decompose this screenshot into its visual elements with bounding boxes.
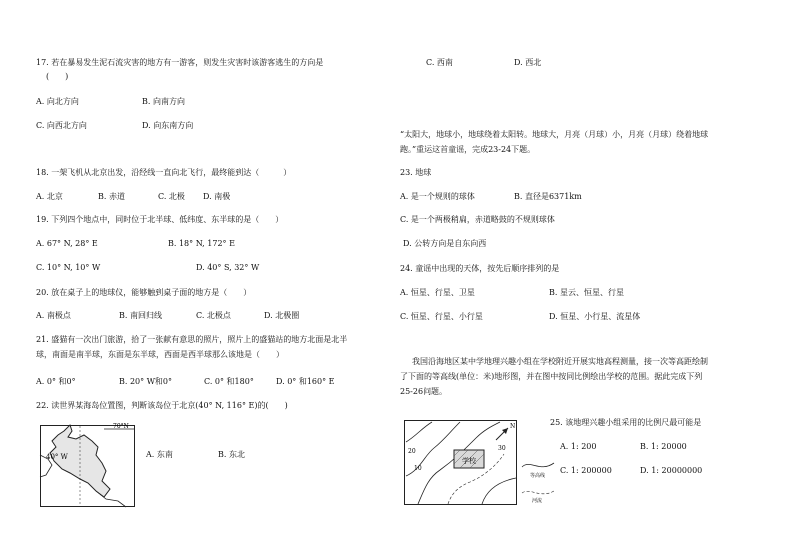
- passage-line2: 跑。”重运这首童谣，完成23-24下题。: [400, 145, 536, 154]
- q23-option-c: C. 是一个两极稍扁，赤道略鼓的不规则球体: [400, 215, 555, 224]
- q25-option-b: B. 1: 20000: [640, 442, 687, 451]
- north-label: N: [510, 423, 516, 430]
- q18-stem: 18. 一架飞机从北京出发，沿经线一直向北飞行，最终能到达（ ）: [36, 168, 292, 177]
- q17-option-c: C. 向西北方向: [36, 121, 87, 130]
- legend-river-label: 河流: [532, 498, 543, 504]
- q19-stem: 19. 下列四个地点中，同时位于北半球、低纬度、东半球的是（ ）: [36, 215, 284, 224]
- legend-river-symbol: [522, 491, 554, 494]
- q18-option-d: D. 南极: [203, 192, 231, 201]
- q17-option-c-right: C. 西南: [426, 58, 453, 67]
- passage-line1: “太阳大，地球小，地球绕着太阳转。地球大，月亮（月球）小，月亮（月球）绕着地球: [400, 130, 709, 139]
- q17-option-a: A. 向北方向: [36, 97, 79, 106]
- school-label: 学校: [462, 457, 476, 465]
- contour-map-legend: [520, 455, 560, 503]
- q25-option-a: A. 1: 200: [560, 442, 597, 451]
- q17-option-b: B. 向南方向: [142, 97, 185, 106]
- q20-option-b: B. 南回归线: [119, 311, 162, 320]
- q23-option-d: D. 公转方向是自东向西: [403, 239, 487, 248]
- q25-option-c: C. 1: 200000: [560, 466, 612, 475]
- contour-label-10: 10: [414, 465, 422, 472]
- q21-option-d: D. 0° 和160° E: [276, 377, 335, 386]
- q22-option-a: A. 东南: [146, 450, 173, 459]
- q23-option-a: A. 是一个规则的球体: [400, 192, 475, 201]
- q21-option-b: B. 20° W和0°: [119, 377, 172, 386]
- q22-option-b: B. 东北: [218, 450, 245, 459]
- q24-option-d: D. 恒星、小行星、流星体: [549, 312, 641, 321]
- q19-option-b: B. 18° N, 172° E: [168, 239, 235, 248]
- q25-stem: 25. 该地理兴趣小组采用的比例尺最可能是: [550, 418, 702, 427]
- q23-option-b: B. 直径是6371km: [514, 192, 582, 201]
- material-line3: 25-26问题。: [400, 387, 448, 396]
- q19-option-c: C. 10° N, 10° W: [36, 263, 101, 272]
- q23-stem: 23. 地球: [400, 168, 432, 177]
- q19-option-a: A. 67° N, 28° E: [36, 239, 98, 248]
- legend-contour-label: 等高线: [530, 473, 546, 479]
- q19-option-d: D. 40° S, 32° W: [196, 263, 260, 272]
- material-line1: 我国沿海地区某中学地理兴趣小组在学校附近开展实地高程测量，接一次等高距绘制: [412, 357, 708, 366]
- q25-option-d: D. 1: 20000000: [640, 466, 703, 475]
- q17-paren: ( ): [46, 72, 69, 81]
- legend-contour-symbol: [522, 463, 554, 467]
- q22-stem: 22. 读世界某海岛位置图，判断该岛位于北京(40° N, 116° E)的( ): [36, 401, 288, 410]
- q24-option-c: C. 恒星、行星、小行星: [400, 312, 483, 321]
- q20-option-d: D. 北极圈: [264, 311, 300, 320]
- q24-stem: 24. 童谣中出现的天体，按先后顺序排列的是: [400, 264, 560, 273]
- q18-option-a: A. 北京: [36, 192, 63, 201]
- q20-stem: 20. 放在桌子上的地球仪，能够触到桌子面的地方是（ ）: [36, 288, 252, 297]
- q24-option-a: A. 恒星、行星、卫星: [400, 288, 475, 297]
- q18-option-c: C. 北极: [158, 192, 185, 201]
- q17-stem: 17. 若在暴易发生泥石流灾害的地方有一游客，则发生灾害时该游客逃生的方向是: [36, 58, 324, 67]
- material-line2: 了下面的等高线(单位：米)地形图，并在图中按同比例绘出学校的范围。据此完成下列: [400, 372, 703, 381]
- q24-option-b: B. 星云、恒星、行星: [549, 288, 624, 297]
- q21-option-a: A. 0° 和0°: [36, 377, 76, 386]
- q20-option-c: C. 北极点: [196, 311, 231, 320]
- contour-map: [404, 420, 524, 505]
- q17-option-d: D. 向东南方向: [142, 121, 194, 130]
- q17-option-d-right: D. 西北: [514, 58, 542, 67]
- q21-stem-line2: 球，南面是南半球，东面是东半球，西面是西半球那么该地是（ ）: [36, 350, 284, 359]
- lon-label: 40° W: [46, 453, 68, 461]
- q21-option-c: C. 0° 和180°: [204, 377, 254, 386]
- contour-label-20: 20: [408, 448, 416, 455]
- lat-label: 70°N: [113, 423, 129, 430]
- q18-option-b: B. 赤道: [98, 192, 125, 201]
- q20-option-a: A. 南极点: [36, 311, 71, 320]
- q21-stem-line1: 21. 盛猫有一次出门旅游，拾了一张献有意思的照片，照片上的盛猫站的地方北面是北半: [36, 335, 348, 344]
- contour-label-30: 30: [498, 445, 506, 452]
- island-map: [40, 425, 135, 507]
